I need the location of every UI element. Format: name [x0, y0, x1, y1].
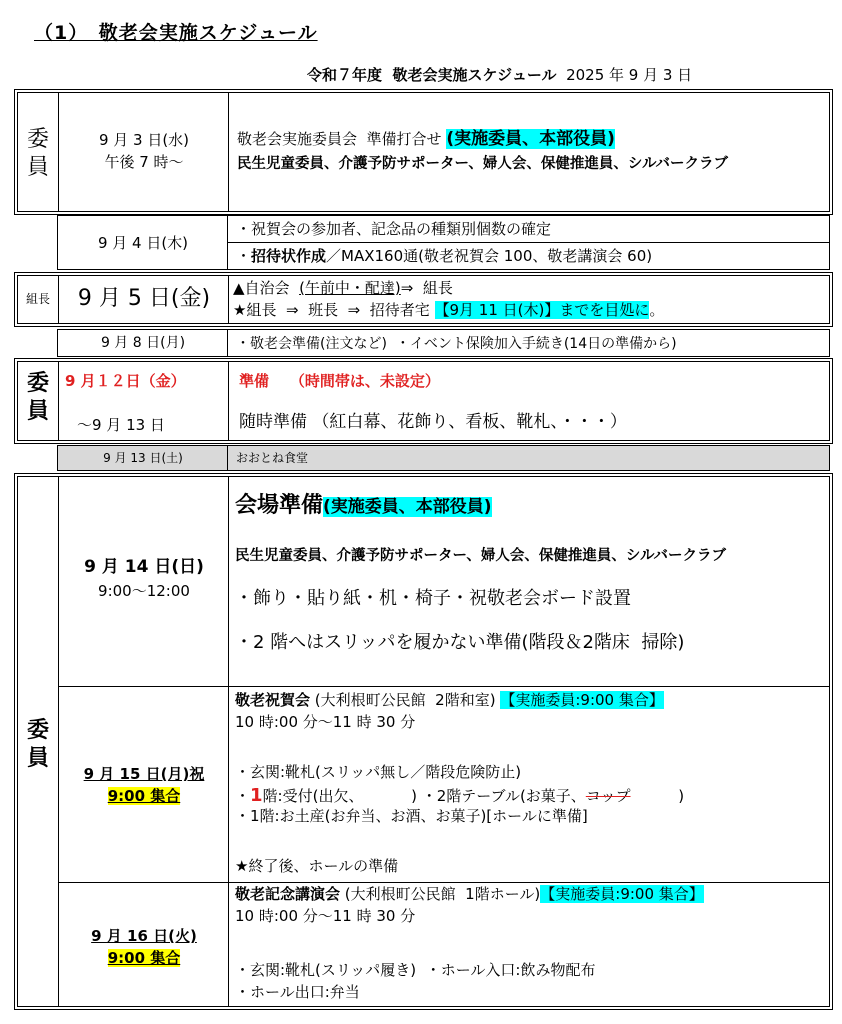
side-label-committee: 委 員	[26, 371, 49, 424]
lecture-title-line	[235, 887, 704, 902]
venue-prep-bold: 会場準備	[235, 493, 324, 518]
gather-time	[59, 951, 229, 966]
decoration-line: ・飾り・貼り紙・机・椅子・祝敬老会ボード設置	[235, 588, 631, 609]
date-text: 9 月 13 日(土)	[103, 451, 183, 465]
side-label-kumicho: 組長	[25, 292, 50, 306]
date-line2: 9:00～12:00	[98, 582, 190, 600]
subtitle-date: 2025 年 9 月 3 日	[556, 66, 693, 84]
row-sep12	[17, 361, 830, 441]
committee-highlight: (実施委員、本部役員)	[446, 129, 615, 149]
entrance-line: ・玄関:靴札(スリッパ無し／階段危険防止)	[235, 763, 522, 781]
row-sep15	[58, 687, 829, 883]
deadline-highlight: 【9月 11 日(木)】までを目処に	[434, 301, 650, 319]
date-text: 9 月 4 日(木)	[97, 234, 189, 252]
ceremony-title-line	[235, 693, 664, 708]
gather-highlight: 【実施委員:9:00 集合】	[540, 885, 704, 903]
row-sep3-meeting	[17, 92, 830, 212]
date-line1: 9 月 15 日(月)祝	[83, 765, 205, 783]
date-cell	[58, 362, 228, 440]
date-cell	[59, 477, 229, 686]
content-cell	[228, 276, 829, 323]
meeting-text: 敬老会実施委員会 準備打合せ	[237, 130, 447, 148]
date-text: 9 月 5 日(金)	[77, 286, 211, 311]
schedule-subtitle	[307, 64, 692, 85]
reception-bullet: ・	[235, 787, 251, 805]
row-sep16	[58, 883, 829, 1006]
content-cell	[228, 243, 829, 269]
date-cell	[58, 216, 228, 269]
date-line1: 9 月１２日（金）	[65, 372, 186, 390]
ceremony-venue: (大利根町公民館 2階和室)	[310, 691, 501, 709]
invitation-line	[236, 249, 652, 264]
content-cell	[228, 93, 829, 211]
confirm-line: ・祝賀会の参加者、記念品の種類別個数の確定	[236, 220, 552, 238]
date-cell	[59, 883, 229, 1006]
delivery-a: ▲自治会	[233, 279, 300, 297]
row-sep4	[57, 215, 830, 270]
gather-time-text: 9:00 集合	[107, 787, 181, 805]
exit-line: ・ホール出口:弁当	[235, 983, 360, 1001]
prep-items-line: 随時準備 （紅白幕、花飾り、看板、靴札、・・・）	[239, 412, 627, 432]
row-sep5	[17, 275, 830, 324]
main-event-block	[17, 476, 830, 1007]
bullet: ・	[236, 247, 252, 265]
date-line2: ～9 月 13 日	[77, 416, 165, 434]
date-cell	[58, 446, 228, 470]
content-cell	[228, 362, 829, 440]
route-a: ★組長 ⇒ 班長 ⇒ 招待者宅	[233, 301, 435, 319]
invitation-detail: ／MAX160通(敬老祝賀会 100、敬老講演会 60)	[326, 247, 653, 265]
row-sep13	[57, 445, 830, 471]
meeting-line	[237, 131, 615, 148]
reception-line	[235, 787, 684, 805]
delivery-c: ⇒ 組長	[400, 279, 453, 297]
delivery-line	[233, 281, 453, 296]
time-line: 10 時:00 分～11 時 30 分	[235, 907, 416, 925]
content-cell	[228, 216, 829, 243]
date-cell	[58, 276, 228, 323]
venue-prep-line	[235, 495, 492, 517]
floor-number: 1	[250, 785, 263, 806]
lecture-venue: (大利根町公民館 1階ホール)	[340, 885, 541, 903]
date-line1: 9 月 16 日(火)	[91, 927, 197, 945]
side-label-committee: 委 員	[26, 127, 49, 180]
date-line1: 9 月 3 日(水)	[98, 131, 190, 149]
after-line: ★終了後、ホールの準備	[235, 857, 399, 875]
row-sep8	[57, 329, 830, 357]
reception-end: )	[630, 787, 685, 805]
side-label-committee: 委 員	[26, 718, 49, 771]
prep-line: ・敬老会準備(注文など) ・イベント保険加入手続き(14日の準備から)	[236, 336, 677, 352]
time-line: 10 時:00 分～11 時 30 分	[235, 713, 416, 731]
souvenir-line: ・1階:お土産(お弁当、お酒、お菓子)[ホールに準備]	[235, 807, 588, 825]
invitation-bold: 招待状作成	[251, 247, 327, 265]
date-text: 9 月 8 日(月)	[100, 335, 186, 351]
route-line	[233, 303, 664, 318]
reception-text: 階:受付(出欠、 ) ・2階テーブル(お菓子、	[262, 787, 586, 805]
date-line2: 午後 7 時～	[104, 153, 184, 171]
date-cell	[59, 687, 229, 882]
lecture-title: 敬老記念講演会	[235, 885, 341, 903]
date-cell	[58, 93, 228, 211]
date-line1: 9 月 14 日(日)	[84, 557, 204, 577]
event-line: おおとね食堂	[236, 451, 309, 465]
slipper-line: ・2 階へはスリッパを履かない準備(階段＆2階床 掃除)	[235, 632, 685, 653]
prep-status-line: 準備 （時間帯は、未設定）	[239, 372, 440, 390]
row-sep14	[58, 477, 829, 687]
committee-highlight: (実施委員、本部役員)	[323, 497, 492, 517]
delivery-b: (午前中・配達)	[299, 279, 401, 297]
gather-time-text: 9:00 集合	[107, 949, 181, 967]
gather-time	[59, 789, 229, 804]
entrance-line: ・玄関:靴札(スリッパ履き) ・ホール入口:飲み物配布	[235, 961, 596, 979]
page-title: （1） 敬老会実施スケジュール	[34, 22, 318, 44]
ceremony-title: 敬老祝賀会	[235, 691, 311, 709]
members-line: 民生児童委員、介護予防サポーター、婦人会、保健推進員、シルバークラブ	[235, 548, 727, 564]
members-line: 民生児童委員、介護予防サポーター、婦人会、保健推進員、シルバークラブ	[237, 156, 729, 172]
route-c: 。	[649, 301, 665, 319]
gather-highlight: 【実施委員:9:00 集合】	[500, 691, 664, 709]
date-cell	[58, 330, 228, 356]
struck-cup: コップ	[585, 787, 631, 805]
subtitle-main: 令和７年度 敬老会実施スケジュール	[307, 66, 557, 84]
